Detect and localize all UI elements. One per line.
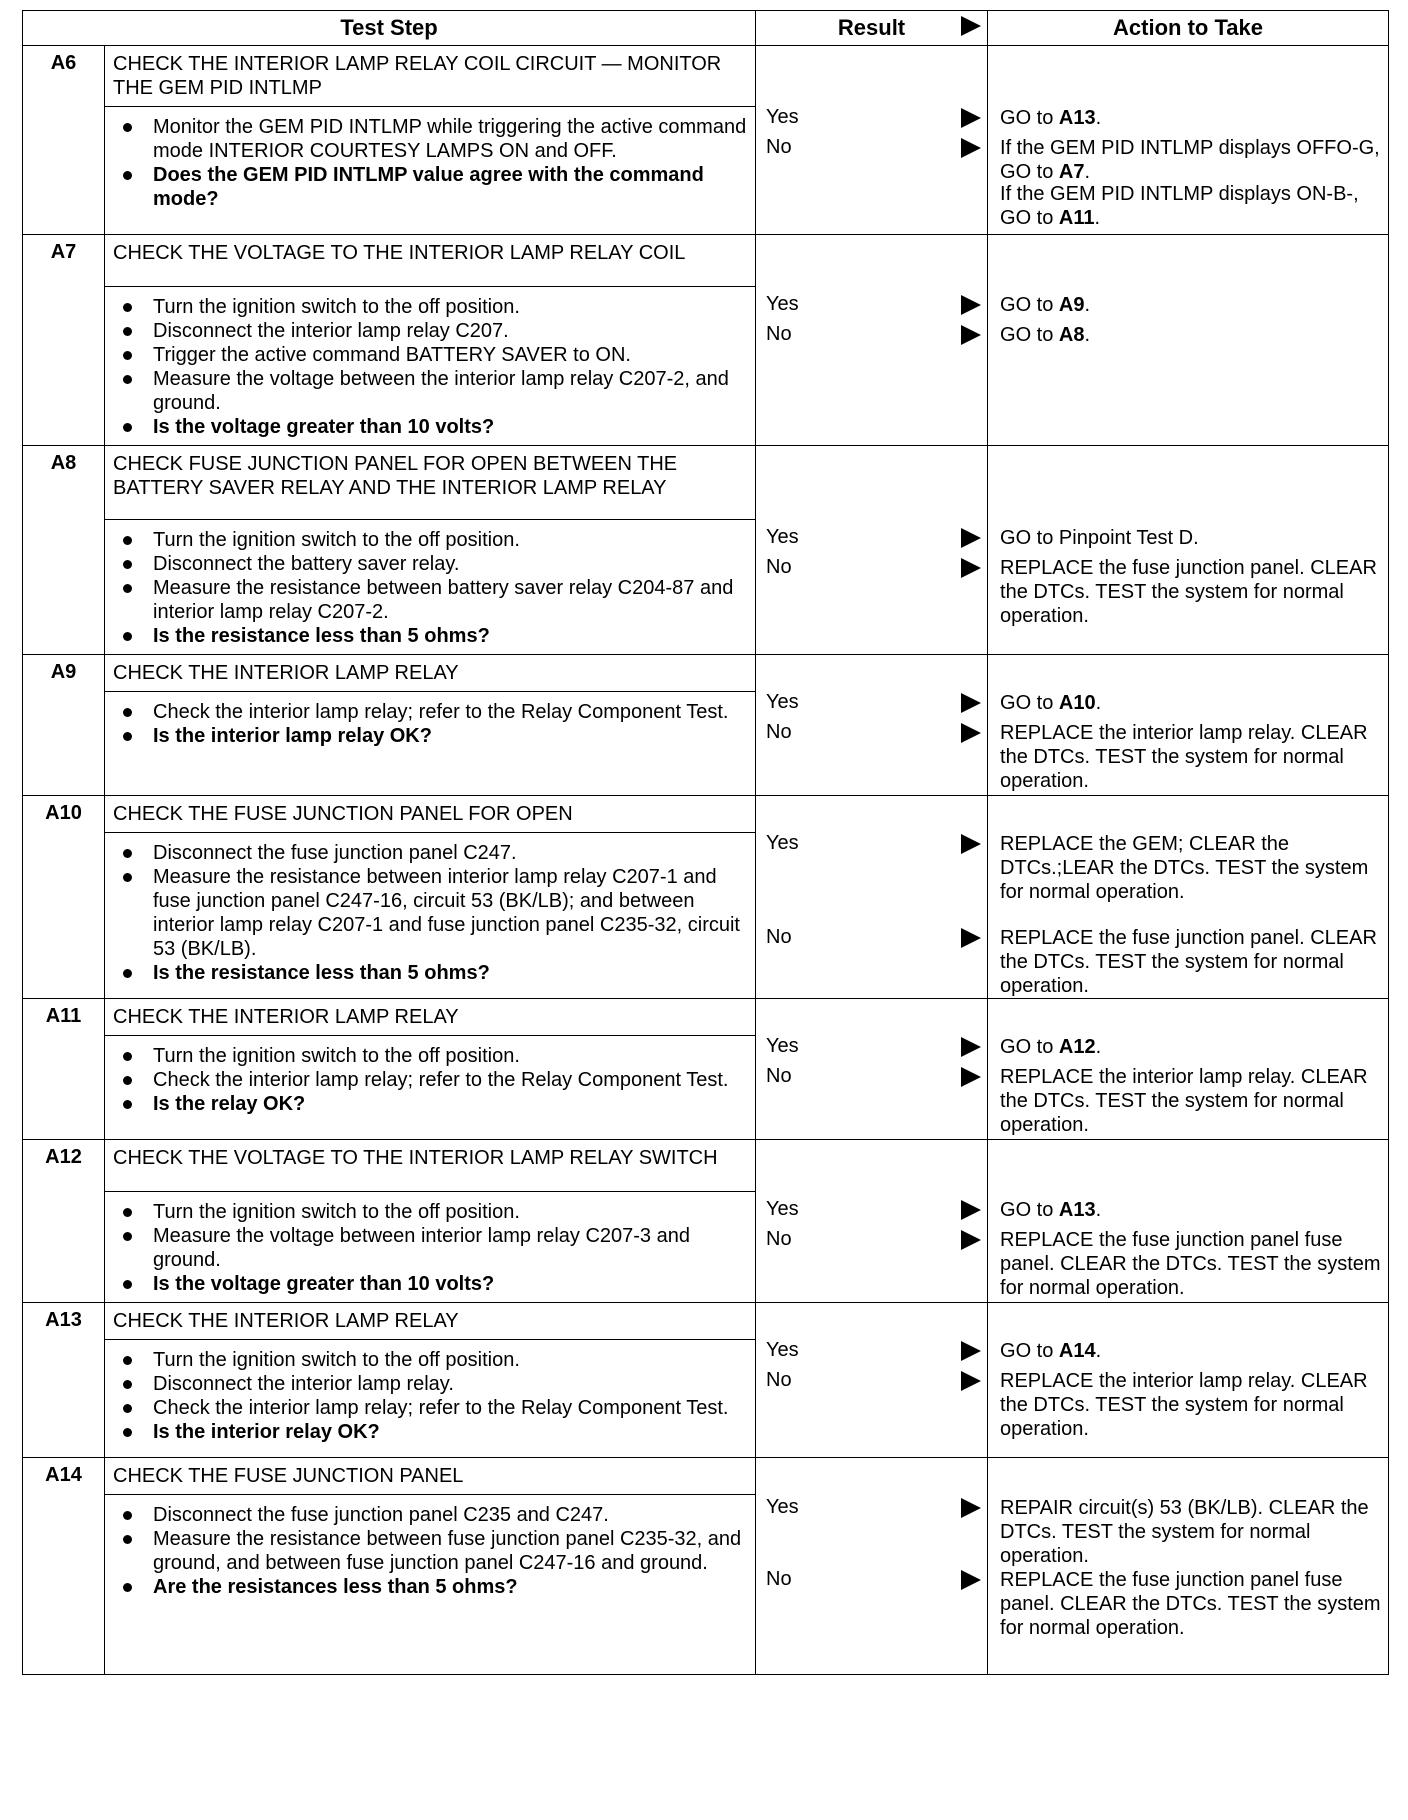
bullet-icon	[123, 584, 132, 593]
step-instruction	[113, 552, 747, 576]
step-id: A11	[23, 999, 105, 1140]
bullet-icon	[123, 536, 132, 545]
action-text	[1000, 106, 1384, 130]
action-text	[1000, 526, 1384, 550]
action-text-main: If the GEM PID INTLMP displays OFFO-G, GO to	[1000, 137, 1380, 183]
step-title-row	[23, 46, 1389, 107]
action-text	[1000, 691, 1384, 715]
action-text-main: GO to	[1000, 107, 1059, 129]
step-actions	[988, 1458, 1389, 1675]
header-test-step: Test Step	[23, 11, 756, 46]
step-bullet-list	[113, 700, 747, 748]
bullet-icon	[123, 708, 132, 717]
arrow-right-icon	[961, 325, 981, 345]
action-step-ref: A10	[1058, 692, 1096, 714]
step-instruction	[113, 700, 747, 724]
bullet-text: Turn the ignition switch to the off position.	[153, 529, 520, 551]
step-title: CHECK THE FUSE JUNCTION PANEL	[105, 1458, 756, 1495]
bullet-icon	[123, 1404, 132, 1413]
action-text-main: GO to	[1000, 1036, 1059, 1058]
action-text	[1000, 721, 1384, 793]
step-question	[113, 415, 747, 439]
bullet-text: Measure the resistance between battery saver relay C204-87 and interior lamp relay C207-2.	[153, 577, 734, 623]
action-text-main: GO to	[1000, 1340, 1059, 1362]
step-title-row	[23, 999, 1389, 1036]
bullet-text: Measure the voltage between the interior lamp relay C207-2, and ground.	[153, 368, 729, 414]
result-yes	[766, 106, 983, 132]
action-text	[1000, 1369, 1384, 1441]
action-text-main: If the GEM PID INTLMP displays ON-B-, GO to	[1000, 183, 1359, 229]
action-text-end: .	[1095, 1340, 1102, 1362]
bullet-icon	[123, 1208, 132, 1217]
bullet-icon	[123, 1583, 132, 1592]
result-yes	[766, 1035, 983, 1061]
step-id: A14	[23, 1458, 105, 1675]
bullet-text: Check the interior lamp relay; refer to the Relay Component Test.	[153, 1397, 729, 1419]
bullet-icon	[123, 1076, 132, 1085]
bullet-icon	[123, 632, 132, 641]
action-text	[1000, 1065, 1384, 1137]
step-results	[756, 655, 988, 796]
result-label: No	[766, 1228, 792, 1250]
action-text	[1000, 1228, 1384, 1300]
step-title-row	[23, 1458, 1389, 1495]
step-bullet-list	[113, 295, 747, 439]
action-text-end: .	[1084, 161, 1091, 183]
result-label: Yes	[766, 1496, 799, 1518]
bullet-icon	[123, 1511, 132, 1520]
result-no	[766, 1228, 983, 1254]
step-id: A12	[23, 1140, 105, 1303]
step-title-row	[23, 1303, 1389, 1340]
diagnostic-table	[22, 10, 1388, 1675]
bullet-icon	[123, 1356, 132, 1365]
step-body	[105, 833, 756, 999]
bullet-icon	[123, 732, 132, 741]
bullet-text: Check the interior lamp relay; refer to the Relay Component Test.	[153, 1069, 729, 1091]
result-yes	[766, 526, 983, 552]
bullet-text: Is the resistance less than 5 ohms?	[153, 962, 490, 984]
action-text-main: REPLACE the interior lamp relay. CLEAR the DTCs. TEST the system for normal operation.	[1000, 1370, 1368, 1440]
bullet-text: Disconnect the interior lamp relay C207.	[153, 320, 509, 342]
step-bullet-list	[113, 1503, 747, 1599]
step-question	[113, 1420, 747, 1444]
step-body	[105, 287, 756, 446]
bullet-text: Disconnect the battery saver relay.	[153, 553, 460, 575]
action-text-main: REPLACE the GEM; CLEAR the DTCs.;LEAR the DTCs. TEST the system for normal operation.	[1000, 833, 1369, 903]
step-question	[113, 1575, 747, 1599]
step-question	[113, 1272, 747, 1296]
bullet-text: Turn the ignition switch to the off position.	[153, 1201, 520, 1223]
step-instruction	[113, 319, 747, 343]
action-text-end: .	[1095, 1199, 1102, 1221]
action-text	[1000, 556, 1384, 628]
action-text-main: REPLACE the fuse junction panel fuse panel. CLEAR the DTCs. TEST the system for normal operation.	[1000, 1569, 1381, 1639]
result-label: Yes	[766, 691, 799, 713]
arrow-right-icon	[961, 558, 981, 578]
result-yes	[766, 832, 983, 858]
step-results	[756, 999, 988, 1140]
arrow-right-icon	[961, 723, 981, 743]
action-text	[1000, 1496, 1384, 1568]
step-title: CHECK FUSE JUNCTION PANEL FOR OPEN BETWEEN THE BATTERY SAVER RELAY AND THE INTERIOR LAMP RELAY	[105, 446, 756, 520]
step-instruction	[113, 343, 747, 367]
step-instruction	[113, 1372, 747, 1396]
bullet-icon	[123, 375, 132, 384]
action-step-ref: A13	[1058, 107, 1096, 129]
bullet-icon	[123, 873, 132, 882]
step-body	[105, 692, 756, 796]
bullet-icon	[123, 123, 132, 132]
bullet-text: Turn the ignition switch to the off position.	[153, 1349, 520, 1371]
action-step-ref: A12	[1058, 1036, 1096, 1058]
action-text-end: .	[1095, 1036, 1102, 1058]
step-instruction	[113, 576, 747, 624]
bullet-icon	[123, 1280, 132, 1289]
action-step-ref: A11	[1058, 207, 1095, 229]
step-title: CHECK THE VOLTAGE TO THE INTERIOR LAMP RELAY SWITCH	[105, 1140, 756, 1192]
step-instruction	[113, 115, 747, 163]
step-results	[756, 1303, 988, 1458]
action-step-ref: A8	[1058, 324, 1085, 346]
action-text-end: .	[1095, 692, 1102, 714]
bullet-icon	[123, 1535, 132, 1544]
bullet-icon	[123, 351, 132, 360]
arrow-right-icon	[961, 108, 981, 128]
bullet-icon	[123, 423, 132, 432]
step-body	[105, 1192, 756, 1303]
bullet-text: Turn the ignition switch to the off position.	[153, 296, 520, 318]
action-text	[1000, 1339, 1384, 1363]
result-label: No	[766, 556, 792, 578]
action-text-end: .	[1084, 294, 1091, 316]
action-text-end: .	[1084, 324, 1091, 346]
arrow-right-icon	[961, 1341, 981, 1361]
step-title-row	[23, 446, 1389, 520]
arrow-right-icon	[961, 1371, 981, 1391]
bullet-text: Disconnect the fuse junction panel C235 and C247.	[153, 1504, 609, 1526]
bullet-text: Measure the resistance between fuse junction panel C235-32, and ground, and between fuse junction panel C247-16 and ground.	[153, 1528, 742, 1574]
step-instruction	[113, 841, 747, 865]
step-instruction	[113, 1348, 747, 1372]
result-yes	[766, 1198, 983, 1224]
bullet-text: Is the interior relay OK?	[153, 1421, 380, 1443]
result-label: Yes	[766, 526, 799, 548]
step-instruction	[113, 1044, 747, 1068]
step-id: A10	[23, 796, 105, 999]
step-actions	[988, 446, 1389, 655]
result-label: No	[766, 926, 792, 948]
action-text	[1000, 323, 1384, 347]
step-body	[105, 1495, 756, 1675]
result-no	[766, 323, 983, 349]
arrow-right-icon	[961, 1230, 981, 1250]
step-results	[756, 446, 988, 655]
step-body	[105, 1036, 756, 1140]
step-actions	[988, 235, 1389, 446]
step-instruction	[113, 367, 747, 415]
action-text-main: REPLACE the fuse junction panel. CLEAR the DTCs. TEST the system for normal operation.	[1000, 557, 1377, 627]
result-label: No	[766, 136, 792, 158]
step-instruction	[113, 295, 747, 319]
result-yes	[766, 1339, 983, 1365]
step-title: CHECK THE INTERIOR LAMP RELAY	[105, 999, 756, 1036]
bullet-icon	[123, 1428, 132, 1437]
action-text-main: REPLACE the interior lamp relay. CLEAR the DTCs. TEST the system for normal operation.	[1000, 722, 1368, 792]
step-title-row	[23, 235, 1389, 287]
action-text	[1000, 293, 1384, 317]
result-label: No	[766, 323, 792, 345]
step-instruction	[113, 528, 747, 552]
step-title: CHECK THE INTERIOR LAMP RELAY COIL CIRCUIT — MONITOR THE GEM PID INTLMP	[105, 46, 756, 107]
bullet-icon	[123, 969, 132, 978]
bullet-text: Are the resistances less than 5 ohms?	[153, 1576, 518, 1598]
step-title: CHECK THE INTERIOR LAMP RELAY	[105, 655, 756, 692]
bullet-text: Measure the voltage between interior lamp relay C207-3 and ground.	[153, 1225, 690, 1271]
bullet-icon	[123, 171, 132, 180]
bullet-text: Is the voltage greater than 10 volts?	[153, 1273, 495, 1295]
step-id: A6	[23, 46, 105, 235]
bullet-text: Disconnect the interior lamp relay.	[153, 1373, 454, 1395]
step-question	[113, 163, 747, 211]
step-id: A13	[23, 1303, 105, 1458]
result-no	[766, 1568, 983, 1594]
bullet-icon	[123, 560, 132, 569]
action-text	[1000, 926, 1384, 998]
action-text	[1000, 136, 1384, 184]
bullet-text: Does the GEM PID INTLMP value agree with the command mode?	[153, 164, 704, 210]
step-id: A7	[23, 235, 105, 446]
result-no	[766, 1369, 983, 1395]
result-label: No	[766, 1369, 792, 1391]
arrow-right-icon	[961, 528, 981, 548]
action-text-end: .	[1095, 107, 1102, 129]
bullet-icon	[123, 327, 132, 336]
result-label: Yes	[766, 1339, 799, 1361]
step-instruction	[113, 1527, 747, 1575]
result-no	[766, 721, 983, 747]
step-actions	[988, 46, 1389, 235]
arrow-right-icon	[961, 1067, 981, 1087]
step-body	[105, 107, 756, 235]
result-no	[766, 926, 983, 952]
step-results	[756, 796, 988, 999]
result-yes	[766, 293, 983, 319]
arrow-right-icon	[961, 295, 981, 315]
step-title-row	[23, 655, 1389, 692]
action-text-main: GO to	[1000, 1199, 1059, 1221]
bullet-icon	[123, 303, 132, 312]
step-actions	[988, 999, 1389, 1140]
bullet-text: Is the interior lamp relay OK?	[153, 725, 432, 747]
step-results	[756, 1458, 988, 1675]
bullet-text: Is the voltage greater than 10 volts?	[153, 416, 495, 438]
result-no	[766, 556, 983, 582]
step-bullet-list	[113, 1348, 747, 1444]
action-text-main: GO to	[1000, 692, 1059, 714]
action-text-main: REPAIR circuit(s) 53 (BK/LB). CLEAR the DTCs. TEST the system for normal operation.	[1000, 1497, 1369, 1567]
step-instruction	[113, 1068, 747, 1092]
arrow-right-icon	[961, 16, 981, 36]
result-yes	[766, 691, 983, 717]
bullet-icon	[123, 1380, 132, 1389]
bullet-text: Measure the resistance between interior lamp relay C207-1 and fuse junction panel C247-16, circuit 53 (BK/LB); and between interior lamp relay C207-1 and fuse junction panel C235-32, circuit 53 (BK/LB).	[153, 866, 740, 960]
arrow-right-icon	[961, 138, 981, 158]
action-text-main: GO to Pinpoint Test D.	[1000, 527, 1199, 549]
step-title: CHECK THE VOLTAGE TO THE INTERIOR LAMP RELAY COIL	[105, 235, 756, 287]
arrow-right-icon	[961, 1570, 981, 1590]
step-actions	[988, 1303, 1389, 1458]
bullet-icon	[123, 1232, 132, 1241]
bullet-icon	[123, 1052, 132, 1061]
step-bullet-list	[113, 115, 747, 211]
result-label: Yes	[766, 1198, 799, 1220]
result-no	[766, 1065, 983, 1091]
step-id: A8	[23, 446, 105, 655]
action-text	[1000, 832, 1384, 904]
step-bullet-list	[113, 1200, 747, 1296]
step-results	[756, 1140, 988, 1303]
bullet-text: Turn the ignition switch to the off position.	[153, 1045, 520, 1067]
action-text	[1000, 1035, 1384, 1059]
step-bullet-list	[113, 528, 747, 648]
arrow-right-icon	[961, 1037, 981, 1057]
bullet-text: Disconnect the fuse junction panel C247.	[153, 842, 517, 864]
step-title-row	[23, 1140, 1389, 1192]
arrow-right-icon	[961, 1498, 981, 1518]
step-instruction	[113, 1200, 747, 1224]
action-text-main: REPLACE the fuse junction panel. CLEAR the DTCs. TEST the system for normal operation.	[1000, 927, 1377, 997]
arrow-right-icon	[961, 834, 981, 854]
result-yes	[766, 1496, 983, 1522]
table-header-row	[23, 11, 1389, 46]
result-no	[766, 136, 983, 162]
step-instruction	[113, 1503, 747, 1527]
step-question	[113, 1092, 747, 1116]
result-label: Yes	[766, 106, 799, 128]
action-text-main: REPLACE the fuse junction panel fuse panel. CLEAR the DTCs. TEST the system for normal operation.	[1000, 1229, 1381, 1299]
bullet-icon	[123, 849, 132, 858]
arrow-right-icon	[961, 1200, 981, 1220]
action-text-end: .	[1094, 207, 1101, 229]
action-step-ref: A9	[1058, 294, 1085, 316]
step-title: CHECK THE FUSE JUNCTION PANEL FOR OPEN	[105, 796, 756, 833]
bullet-text: Is the resistance less than 5 ohms?	[153, 625, 490, 647]
step-actions	[988, 1140, 1389, 1303]
header-action: Action to Take	[988, 11, 1389, 46]
step-question	[113, 624, 747, 648]
header-result-label: Result	[837, 15, 906, 40]
action-text-main: GO to	[1000, 294, 1059, 316]
result-label: No	[766, 721, 792, 743]
action-text-main: GO to	[1000, 324, 1059, 346]
step-title: CHECK THE INTERIOR LAMP RELAY	[105, 1303, 756, 1340]
action-step-ref: A13	[1058, 1199, 1096, 1221]
bullet-text: Is the relay OK?	[153, 1093, 306, 1115]
result-label: Yes	[766, 1035, 799, 1057]
result-label: Yes	[766, 293, 799, 315]
step-bullet-list	[113, 1044, 747, 1116]
step-question	[113, 724, 747, 748]
step-results	[756, 235, 988, 446]
step-bullet-list	[113, 841, 747, 985]
action-text	[1000, 1198, 1384, 1222]
result-label: No	[766, 1568, 792, 1590]
bullet-text: Check the interior lamp relay; refer to the Relay Component Test.	[153, 701, 729, 723]
arrow-right-icon	[961, 693, 981, 713]
bullet-icon	[123, 1100, 132, 1109]
bullet-text: Trigger the active command BATTERY SAVER to ON.	[153, 344, 631, 366]
action-text	[1000, 182, 1384, 230]
step-title-row	[23, 796, 1389, 833]
action-step-ref: A7	[1058, 161, 1085, 183]
header-result	[756, 11, 988, 46]
action-text	[1000, 1568, 1384, 1640]
step-instruction	[113, 865, 747, 961]
result-label: No	[766, 1065, 792, 1087]
arrow-right-icon	[961, 928, 981, 948]
step-id: A9	[23, 655, 105, 796]
step-question	[113, 961, 747, 985]
result-label: Yes	[766, 832, 799, 854]
step-instruction	[113, 1224, 747, 1272]
step-actions	[988, 796, 1389, 999]
action-text-main: REPLACE the interior lamp relay. CLEAR the DTCs. TEST the system for normal operation.	[1000, 1066, 1368, 1136]
step-results	[756, 46, 988, 235]
step-body	[105, 1340, 756, 1458]
step-actions	[988, 655, 1389, 796]
step-body	[105, 520, 756, 655]
bullet-text: Monitor the GEM PID INTLMP while triggering the active command mode INTERIOR COURTESY LAMPS ON and OFF.	[153, 116, 747, 162]
action-step-ref: A14	[1058, 1340, 1096, 1362]
step-instruction	[113, 1396, 747, 1420]
